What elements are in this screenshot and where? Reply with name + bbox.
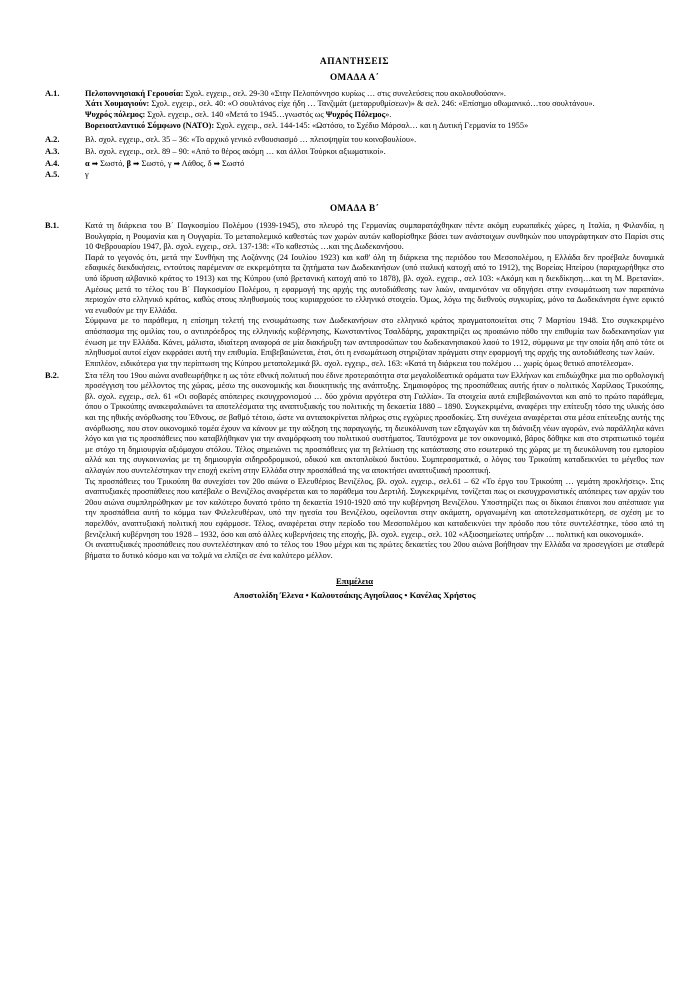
answer-b2-paragraph-2: Τις προσπάθειες του Τρικούπη θα συνεχίσει τον 20ο αιώνα ο Ελευθέριος Βενιζέλος, βλ. σχολ. εγχειρ., σελ.61 – 62 «Το έργο του Τρικούπη … γεμάτη προκλήσεις». Στις αναπτυξιακές προσπάθειες που κατέβαλε ο Βενιζέλος αναφέρεται και το παράθεμα του Δερτιλή. Συγκεκριμένα, τονίζεται πως οι εκσυγχρονιστικές απόπειρες των αρχών του 20ου αιώνα συμπληρώθηκαν με τον καλύτερο δυνατό τρόπο τη δεκαετία 1910-1920 από την κυβέρνηση Βενιζέλου. Υποστηρίζει πως οι δίκαιοι έπαινοι που απέσπασε για την προσπάθεια αυτή το κόμμα των Φιλελευθέρων, υπό την ηγεσία του Βενιζέλου, οφείλονται στην ακάματη, οργανωμένη και αποτελεσματικότερη, σε σχέση με το παρελθόν, αναπτυξιακή πολιτική που εφάρμοσε. Τέλος, αναφέρεται στην περίοδο του Μεσοπολέμου και καταδεικνύει την πρόοδο που τότε συντελέστηκε, τόσο από τη βενιζελική κυβέρνηση του 1928 – 1932, όσο και από άλλες κυβερνήσεις της εποχής, βλ. σχολ. εγχειρ., σελ. 102 «Αξιοσημείωτες υπήρξαν … πολιτική και οικονομικά». [85, 476, 664, 539]
arrow-right-icon: ➡ [173, 158, 181, 168]
arrow-right-icon: ➡ [91, 158, 99, 168]
answer-a4-key-1: α [85, 158, 90, 168]
answer-a1-part-3-bold-tail: Ψυχρός Πόλεμος [325, 110, 386, 120]
answer-a3-text: Βλ. σχολ. εγχειρ., σελ. 89 – 90: «Από το θέρος ακόμη … και άλλοι Τούρκοι αξιωματικοί». [85, 146, 386, 156]
term-psychros-polemos: Ψυχρός πόλεμος: [85, 110, 146, 120]
answer-a4-value-1: Σωστό [100, 158, 123, 168]
answer-label-a3: Α.3. [45, 146, 60, 156]
answer-a1-part-2-text: Σχολ. εγχειρ., σελ. 40: «Ο σουλτάνος είχε ήδη … Τανζιμάτ (μεταρρυθμίσεων)» & σελ. 246: «Επίσημο οθωμανικό…του σουλτάνου». [149, 99, 595, 109]
answer-a4-value-2: Σωστό [141, 158, 164, 168]
answer-a4-text: α ➡ Σωστό, β ➡ Σωστό, γ ➡ Λάθος, δ ➡ Σωστό [85, 158, 245, 168]
answer-a1-part-3-text: Σχολ. εγχειρ., σελ. 140 «Μετά το 1945…γνωστός ως [145, 110, 326, 120]
answer-a1-part-1-text: Σχολ. εγχειρ., σελ. 29-30 «Στην Πελοπόννησο κυρίως … στις συνελεύσεις που ακολουθούσαν». [183, 88, 506, 98]
answer-b1-paragraph-3: Σύμφωνα με το παράθεμα, η επίσημη τελετή της ενσωμάτωσης των Δωδεκανήσων στο ελληνικό κράτος πραγματοποιείται στις 7 Μαρτίου 1948. Στο συγκεκριμένο απόσπασμα της ομιλίας του, ο αντιπρόεδρος της ελληνικής κυβέρνησης, Κωνσταντίνος Τσαλδάρης, χαρακτηρίζει ως προαιώνιο πόθο την επιθυμία των δωδεκανησίων για ένωση με την Ελλάδα. Κάνει, μάλιστα, ιδιαίτερη αναφορά σε μία διακήρυξη των αντιπροσώπων του δωδεκανησιακού λαού το 1912, σύμφωνα με την οποία ήδη από τότε οι πληθυσμοί αυτοί είχαν εκφράσει αυτή την επιθυμία. Επιβεβαιώνεται, έτσι, ότι η ενσωμάτωση στηριζόταν πράγματι στην εφαρμογή της αρχής της αυτοδιάθεσης των λαών. [85, 316, 664, 358]
answer-a1-part-3-tail: ». [385, 110, 392, 120]
answer-label-b2: Β.2. [45, 370, 59, 380]
answer-a4-key-4: δ [207, 158, 212, 168]
answer-b2-paragraph-3: Οι αναπτυξιακές προσπάθειες που συντελέστηκαν από το τέλος του 19ου μέχρι και τις πρώτες δεκαετίες του 20ου αιώνα βοήθησαν την Ελλάδα να προσεγγίσει με σταθερά βήματα το δυτικό κόσμο και να τολμά να ελπίζει σε ένα καλύτερο μέλλον. [85, 540, 664, 560]
answer-a1-part-3 [85, 110, 664, 121]
answer-block-b2 [45, 371, 664, 562]
footer-editor-names: Αποστολίδη Έλενα • Καλουτσάκης Αγησίλαος • Κανέλας Χρήστος [233, 589, 476, 600]
term-nato: Βορειοατλαντικό Σύμφωνο (ΝΑΤΟ): [85, 120, 215, 130]
answer-body-a3 [85, 147, 664, 158]
answer-label-a5: Α.5. [45, 170, 60, 180]
answer-b1-paragraph-1: Κατά τη διάρκεια του Β΄ Παγκοσμίου Πολέμου (1939-1945), στο πλευρό της Γερμανίας συμπαρατάχθηκαν πέντε ακόμη ευρωπαϊκές χώρες, η Ιταλία, η Φιλανδία, η Βουλγαρία, η Ρουμανία και η Ουγγαρία. Το μεταπολεμικό καθεστώς των χωρών αυτών καθορίσθηκε βάσει των ανάστοιχων συνθηκών που υπογράφτηκαν στο Παρίσι στις 10 Φεβρουαρίου 1947, βλ. σχολ. εγχειρ., σελ. 137-138: «Το καθεστώς …και της Δωδεκανήσου. [85, 221, 664, 252]
answer-a4-value-3: Λάθος [181, 158, 204, 168]
footer-title: Επιμέλεια [335, 575, 373, 586]
answer-body-a4 [85, 159, 664, 170]
answer-label-b1: Β.1. [45, 221, 59, 230]
footer [45, 576, 664, 601]
group-a-title: ΟΜΑΔΑ Α΄ [329, 72, 380, 83]
term-peloponnisiaki-gerousia: Πελοποννησιακή Γερουσία: [85, 88, 184, 98]
answer-a5-text: γ [85, 170, 89, 180]
answer-a4-key-2: β [126, 158, 131, 168]
arrow-right-icon: ➡ [213, 158, 220, 168]
answer-block-b1 [45, 221, 664, 370]
answer-label-a2: Α.2. [45, 135, 60, 145]
answer-label-a1: Α.1. [45, 88, 60, 98]
answer-label-a4: Α.4. [45, 158, 60, 168]
answer-body-b2 [85, 371, 664, 562]
answer-b2-paragraph-1: Στα τέλη του 19ου αιώνα αναθεωρήθηκε η ως τότε εθνική πολιτική που έδινε προτεραιότητα στα μεγαλοϊδεατικά οράματα των Ελλήνων και επιδιώχθηκε μια πιο ορθολογική προσέγγιση του μέλλοντος της χώρας, μέσω της οικονομικής και διοικητικής της ανάπτυξης. Σημαιοφόρος της προσπάθειας αυτής ήταν ο πολιτικός Χαρίλαος Τρικούπης, βλ. σχολ. εγχειρ., σελ. 61 «Οι σοβαρές απόπειρες εκσυγχρονισμού … δύο χρόνια αργότερα στη Γαλλία». Τα στοιχεία αυτά επιβεβαιώνονται και από το πρώτο παράθεμα, όπου ο Τρικούπης ανακεφαλαιώνει τα αποτελέσματα της αναπτυξιακής του πολιτικής τη δεκαετία 1880 – 1890. Συγκεκριμένα, αναφέρει την επίτευξη τόσο της υλικής όσο και της ηθικής ανόρθωσης του Έθνους, σε βαθμό τέτοιο, ώστε να ανταποκρίνεται πλήρως στις εγχώριες προσδοκίες. Στη συνέχεια αναφέρεται στα μέσα επίτευξης αυτής της ανόρθωσης, που στον οικονομικό τομέα έχουν να κάνουν με την αύξηση της παραγωγής, τη διευκόλυνση των εξαγωγών και τη διάνοιξη νέων αγορών, ενώ παράλληλα κάνει λόγο και για τις προσπάθειες που καταβλήθηκαν για την αναμόρφωση του πολιτικού συστήματος. Ταυτόχρονα με τον οικονομικό, βάρος δόθηκε και στο στρατιωτικό τομέα με στόχο τη δημιουργία αξιόμαχου στόλου. Τέλος σημειώνει τις προσπάθειες για τη βελτίωση της κατάστασης στο εσωτερικό της χώρας με τη διευκόλυνση του εμπορίου αλλά και της συγκοινωνίας με τη δημιουργία σιδηροδρομικού, οδικού και ακτοπλοϊκού δικτύου. Συμπερασματικά, ο λόγος του Τρικούπη καταδεικνύει το μέγεθος των αλλαγών που συντελέστηκαν την εποχή εκείνη στην Ελλάδα στην προσπάθειά της να αποκτήσει αναπτυξιακή προοπτική. [85, 370, 664, 476]
answer-a2-text: Βλ. σχολ. εγχειρ., σελ. 35 – 36: «Το αρχικό γενικό ενθουσιασμό … πλειοψηφία του κοινοβουλίου». [85, 135, 417, 145]
answer-block-a4 [45, 159, 664, 170]
answer-a1-part-1 [85, 89, 664, 100]
answer-body-a2 [85, 135, 664, 146]
page-title: ΑΠΑΝΤΗΣΕΙΣ [319, 57, 390, 67]
answer-body-a5 [85, 170, 664, 181]
answer-a1-part-4 [85, 121, 664, 132]
answer-body-a1 [85, 89, 664, 131]
answer-b1-paragraph-2: Παρά το γεγονός ότι, μετά την Συνθήκη της Λοζάννης (24 Ιουλίου 1923) και καθ' όλη τη διάρκεια της περιόδου του Μεσοπολέμου, η Ελλάδα δεν προέβαλε δυναμικά εδαφικές διεκδικήσεις, εντούτοις παρέμεναν σε εκκρεμότητα τα ζητήματα των Δωδεκανήσων (υπό ιταλική κατοχή από το 1912), της Βορείας Ηπείρου (παραχωρήθηκε στο υπό ίδρυση αλβανικό κράτος το 1913) και της Κύπρου (υπό βρετανική κατοχή από το 1878), βλ. σχολ. εγχειρ., σελ 103: «Ακόμη και η διεκδίκηση…και τη Μ. Βρετανία». Αμέσως μετά το τέλος του Β΄ Παγκοσμίου Πολέμου, η εφαρμογή της αρχής της αυτοδιάθεσης των λαών, αναμενόταν να οδηγήσει στην ενσωμάτωση των παραπάνω περιοχών στο ελληνικό κράτος, καθώς στους πληθυσμούς τους κυριαρχούσε το ελληνικό στοιχείο. Όμως, λόγω της διεθνούς συγκυρίας, μόνο τα Δωδεκάνησα έγινε εφικτό να ενωθούν με την Ελλάδα. [85, 252, 664, 315]
answer-block-a3 [45, 147, 664, 158]
arrow-right-icon: ➡ [133, 158, 140, 168]
answer-block-a5 [45, 170, 664, 181]
group-b-title: ΟΜΑΔΑ Β΄ [329, 203, 380, 214]
answer-body-b1 [85, 221, 664, 370]
answer-block-a1 [45, 89, 664, 131]
term-hati-humayun: Χάτι Χουμαγιούν: [85, 99, 150, 109]
answer-a1-part-2 [85, 99, 664, 110]
answer-a4-value-4: Σωστό [222, 158, 245, 168]
answer-a4-key-3: γ [167, 158, 172, 168]
answer-a1-part-4-text: Σχολ. εγχειρ., σελ. 144-145: «Ωστόσο, το Σχέδιο Μάρσαλ… και η Δυτική Γερμανία το 1955» [214, 120, 529, 130]
answer-b1-paragraph-4: Επιπλέον, ειδικότερα για την περίπτωση της Κύπρου μεταπολεμικά βλ. σχολ. εγχειρ., σελ. 163: «Κατά τη διάρκεια του πολέμου … χωρίς όμως θετικό αποτέλεσμα». [85, 358, 634, 368]
answer-block-a2 [45, 135, 664, 146]
